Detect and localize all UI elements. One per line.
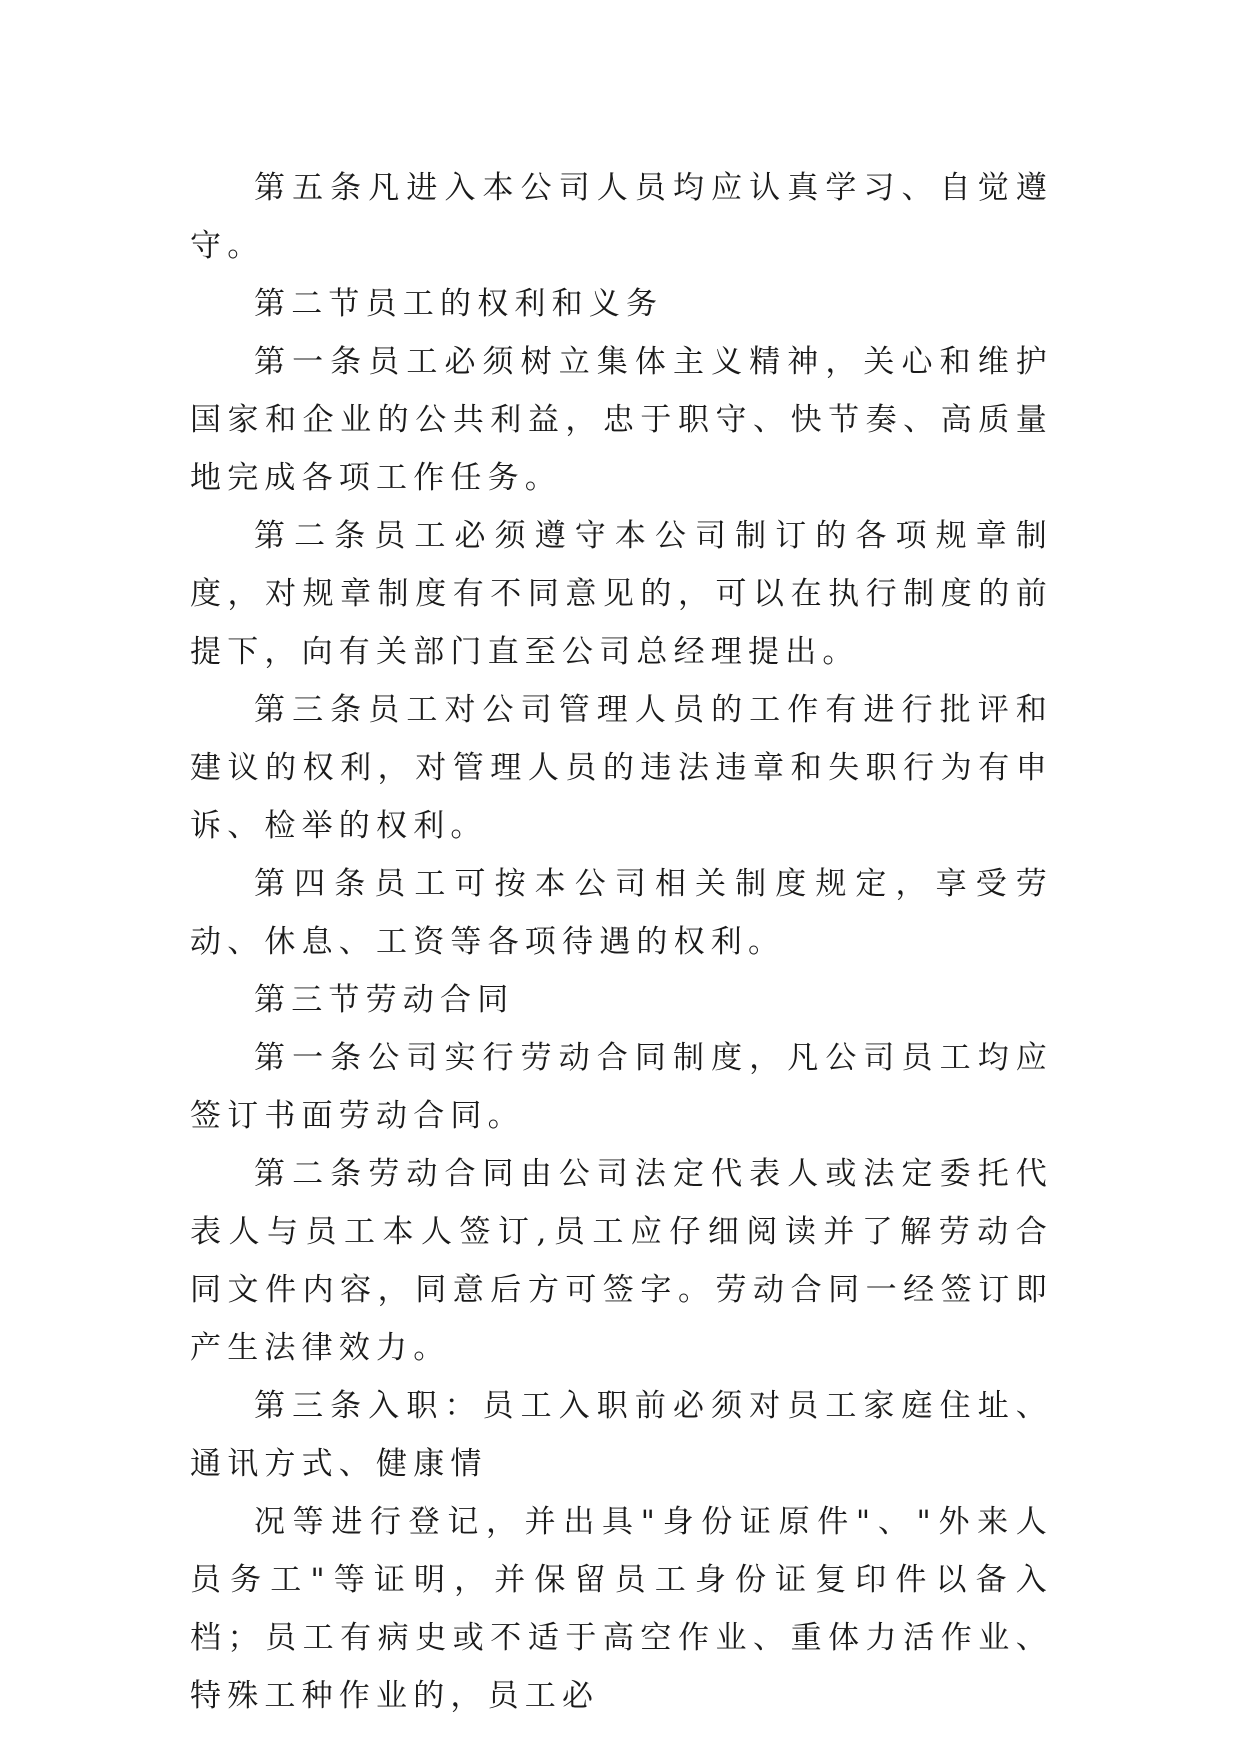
article-paragraph: 第一条员工必须树立集体主义精神，关心和维护国家和企业的公共利益，忠于职守、快节奏、高质量地完成各项工作任务。 [190, 344, 1053, 496]
article-paragraph: 第二条劳动合同由公司法定代表人或法定委托代表人与员工本人签订,员工应仔细阅读并了解劳动合同文件内容，同意后方可签字。劳动合同一经签订即产生法律效力。 [190, 1156, 1053, 1366]
article-paragraph: 第一条公司实行劳动合同制度，凡公司员工均应签订书面劳动合同。 [190, 1040, 1053, 1134]
article-paragraph: 第二条员工必须遵守本公司制订的各项规章制度，对规章制度有不同意见的，可以在执行制度的前提下，向有关部门直至公司总经理提出。 [190, 518, 1053, 670]
section-heading: 第三节劳动合同 [254, 982, 515, 1018]
article-paragraph: 第四条员工可按本公司相关制度规定，享受劳动、休息、工资等各项待遇的权利。 [190, 866, 1053, 960]
document-body [190, 159, 1053, 1725]
article-paragraph: 第五条凡进入本公司人员均应认真学习、自觉遵守。 [190, 170, 1053, 264]
article-paragraph: 况等进行登记，并出具"身份证原件"、"外来人员务工"等证明，并保留员工身份证复印件以备入档；员工有病史或不适于高空作业、重体力活作业、特殊工种作业的，员工必 [190, 1504, 1053, 1714]
article-paragraph: 第三条员工对公司管理人员的工作有进行批评和建议的权利，对管理人员的违法违章和失职行为有申诉、检举的权利。 [190, 692, 1053, 844]
section-heading: 第二节员工的权利和义务 [254, 286, 664, 322]
article-paragraph: 第三条入职：员工入职前必须对员工家庭住址、通讯方式、健康情 [190, 1388, 1053, 1482]
